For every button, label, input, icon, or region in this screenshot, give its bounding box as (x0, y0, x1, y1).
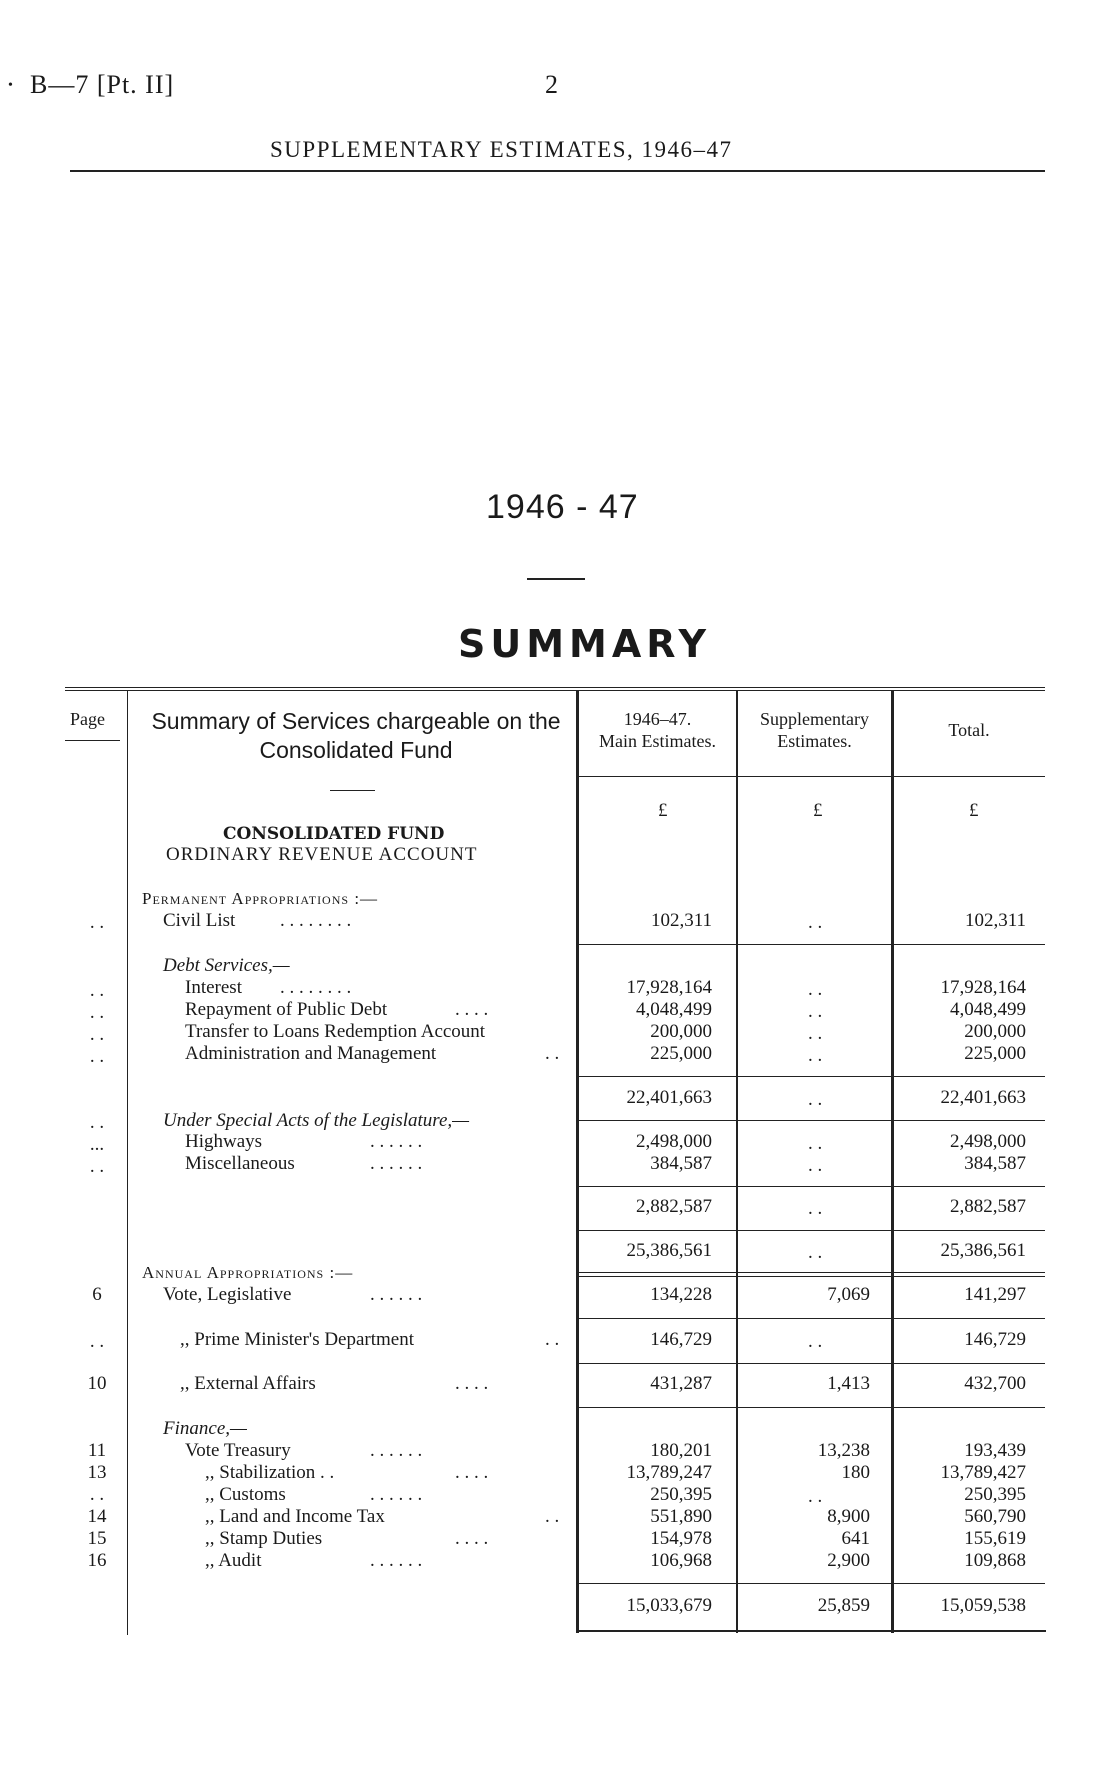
page-header-rule (65, 740, 120, 741)
main-value: 4,048,499 (636, 999, 712, 1020)
row-page: . . (89, 980, 105, 1001)
total-value: 432,700 (964, 1373, 1026, 1394)
row-leader: . . . . (455, 1462, 489, 1483)
total-value: 13,789,427 (940, 1462, 1026, 1483)
row-page: 15 (87, 1528, 107, 1549)
summary-title: SUMMARY (458, 622, 711, 666)
row-page: 13 (87, 1462, 107, 1483)
title-divider (527, 578, 585, 580)
supp-value: . . (808, 1242, 823, 1263)
main-value: 2,498,000 (636, 1131, 712, 1152)
header-rule (70, 170, 1045, 172)
total-value: 560,790 (964, 1506, 1026, 1527)
row-label: ,, Stamp Duties (205, 1528, 323, 1549)
supp-value: . . (808, 1331, 823, 1352)
row-label: Interest (185, 977, 242, 998)
row-rule (579, 1407, 1045, 1408)
row-page: ... (89, 1134, 105, 1155)
supp-value: . . (808, 1486, 823, 1507)
supp-value: . . (808, 1133, 823, 1154)
main-value: 13,789,247 (626, 1462, 712, 1483)
row-page: 10 (87, 1373, 107, 1394)
page-col-divider (127, 690, 128, 1635)
special-acts-heading: Under Special Acts of the Legislature,— (163, 1110, 470, 1131)
services-column-header: Summary of Services chargeable on the Consolidated Fund (151, 708, 561, 763)
currency-supp: £ (813, 800, 823, 821)
total-value: 102,311 (964, 910, 1026, 931)
row-leader: . . (545, 1043, 560, 1064)
row-page: . . (89, 1156, 105, 1177)
header-bottom-rule (579, 776, 1045, 777)
row-rule (579, 1120, 1045, 1121)
row-label: ,, Prime Minister's Department (180, 1329, 415, 1350)
main-value: 146,729 (650, 1329, 712, 1350)
row-label: Civil List (163, 910, 236, 931)
row-leader: . . . . . . (370, 1440, 423, 1461)
section-heading: CONSOLIDATED FUND (223, 824, 445, 844)
main-value: 106,968 (650, 1550, 712, 1571)
table-bottom-rule (576, 1630, 1046, 1632)
subtotal-rule (579, 1076, 1045, 1077)
main-value: 384,587 (650, 1153, 712, 1174)
subtotal-rule (579, 1186, 1045, 1187)
main-value: 200,000 (650, 1021, 712, 1042)
row-page: 6 (92, 1284, 102, 1305)
total-value: 109,868 (964, 1550, 1026, 1571)
row-rule (579, 1230, 1045, 1231)
double-rule-top (579, 1272, 1045, 1273)
supp-value: 7,069 (827, 1284, 870, 1305)
total-value: 4,048,499 (950, 999, 1026, 1020)
total-value: 17,928,164 (940, 977, 1026, 998)
row-page: 11 (87, 1440, 107, 1461)
currency-total: £ (969, 800, 979, 821)
page-number: 2 (545, 70, 558, 99)
total-value: 22,401,663 (940, 1087, 1026, 1108)
supp-value: . . (808, 979, 823, 1000)
row-leader: . . . . (455, 1373, 489, 1394)
main-value: 180,201 (650, 1440, 712, 1461)
supp-value: 180 (841, 1462, 870, 1483)
main-value: 2,882,587 (636, 1196, 712, 1217)
main-value: 154,978 (650, 1528, 712, 1549)
row-leader: . . (545, 1506, 560, 1527)
total-value: 200,000 (964, 1021, 1026, 1042)
page-column-header: Page (70, 709, 105, 729)
total-value: 384,587 (964, 1153, 1026, 1174)
supp-value: 1,413 (827, 1373, 870, 1394)
row-label: ,, Stabilization . . (205, 1462, 335, 1483)
row-leader: . . . . . . (370, 1284, 423, 1305)
row-label: ,, Land and Income Tax (205, 1506, 385, 1527)
total-value: 193,439 (964, 1440, 1026, 1461)
row-page: . . (89, 1024, 105, 1045)
row-label: ,, External Affairs (180, 1373, 316, 1394)
total-value: 225,000 (964, 1043, 1026, 1064)
main-value: 431,287 (650, 1373, 712, 1394)
row-leader: . . (545, 1329, 560, 1350)
section-subheading: ORDINARY REVENUE ACCOUNT (166, 844, 478, 865)
supp-col-divider (736, 690, 738, 1633)
row-leader: . . . . . . (370, 1131, 423, 1152)
row-page: . . (89, 1002, 105, 1023)
main-estimates-year: 1946–47. (623, 709, 692, 729)
total-value: 2,498,000 (950, 1131, 1026, 1152)
row-rule (579, 1363, 1045, 1364)
main-value: 250,395 (650, 1484, 712, 1505)
row-leader: . . . . . . (370, 1550, 423, 1571)
row-leader: . . . . (455, 1528, 489, 1549)
supp-value: 13,238 (817, 1440, 870, 1461)
total-value: 146,729 (964, 1329, 1026, 1350)
row-page: . . (89, 1112, 105, 1133)
supp-value: . . (808, 1155, 823, 1176)
row-page: . . (89, 1331, 105, 1352)
permanent-heading: Permanent Appropriations :— (142, 889, 379, 908)
year-title: 1946 - 47 (486, 488, 639, 526)
row-leader: . . . . (455, 999, 489, 1020)
supp-value: . . (808, 1045, 823, 1066)
main-col-divider (576, 690, 579, 1633)
document-reference: B—7 [Pt. II] (30, 70, 175, 99)
main-value: 25,386,561 (626, 1240, 712, 1261)
supp-value: 25,859 (817, 1595, 870, 1616)
table-top-rule (65, 687, 1045, 688)
main-value: 17,928,164 (626, 977, 712, 998)
supp-value: . . (808, 1023, 823, 1044)
row-label: ,, Audit (205, 1550, 262, 1571)
supp-value: 2,900 (827, 1550, 870, 1571)
services-header-rule (330, 790, 375, 791)
row-page: . . (89, 1046, 105, 1067)
supplementary-label-2: Estimates. (777, 731, 852, 751)
total-value: 15,059,538 (940, 1595, 1026, 1616)
main-value: 22,401,663 (626, 1087, 712, 1108)
debt-heading: Debt Services,— (163, 955, 290, 976)
finance-heading: Finance,— (163, 1418, 247, 1439)
main-value: 225,000 (650, 1043, 712, 1064)
total-value: 25,386,561 (940, 1240, 1026, 1261)
supp-value: . . (808, 1198, 823, 1219)
supp-value: . . (808, 912, 823, 933)
main-estimates-header (579, 708, 736, 752)
total-value: 250,395 (964, 1484, 1026, 1505)
row-page: . . (89, 1484, 105, 1505)
running-title: SUPPLEMENTARY ESTIMATES, 1946–47 (270, 137, 733, 162)
margin-mark: • (8, 78, 13, 93)
row-label: Vote, Legislative (163, 1284, 292, 1305)
row-label: Vote Treasury (185, 1440, 291, 1461)
main-value: 551,890 (650, 1506, 712, 1527)
row-label: Miscellaneous (185, 1153, 295, 1174)
main-value: 134,228 (650, 1284, 712, 1305)
supp-value: . . (808, 1001, 823, 1022)
subtotal-rule (579, 1583, 1045, 1584)
supplementary-estimates-header (738, 708, 891, 752)
row-rule (579, 944, 1045, 945)
supp-value: 641 (841, 1528, 870, 1549)
row-rule (579, 1318, 1045, 1319)
main-estimates-label: Main Estimates. (599, 731, 716, 751)
double-rule-bottom (579, 1276, 1045, 1277)
row-leader: . . . . . . (370, 1153, 423, 1174)
row-label: ,, Customs (205, 1484, 286, 1505)
row-page: 16 (87, 1550, 107, 1571)
total-value: 155,619 (964, 1528, 1026, 1549)
row-label: Highways (185, 1131, 263, 1152)
row-leader: . . . . . . . . (280, 977, 352, 998)
main-value: 15,033,679 (626, 1595, 712, 1616)
supp-value: . . (808, 1089, 823, 1110)
row-label: Administration and Management (185, 1043, 437, 1064)
currency-main: £ (658, 800, 668, 821)
total-header: Total. (948, 720, 990, 740)
supplementary-label-1: Supplementary (760, 709, 869, 729)
supp-value: 8,900 (827, 1506, 870, 1527)
row-page: . . (89, 912, 105, 933)
annual-heading: Annual Appropriations :— (142, 1263, 354, 1282)
total-value: 141,297 (964, 1284, 1026, 1305)
row-page: 14 (87, 1506, 107, 1527)
row-label: Transfer to Loans Redemption Account (185, 1021, 486, 1042)
row-label: Repayment of Public Debt (185, 999, 388, 1020)
row-leader: . . . . . . . . (280, 910, 352, 931)
total-col-divider (891, 690, 894, 1633)
table-top-rule-2 (65, 690, 1045, 691)
total-value: 2,882,587 (950, 1196, 1026, 1217)
main-value: 102,311 (650, 910, 712, 931)
row-leader: . . . . . . (370, 1484, 423, 1505)
